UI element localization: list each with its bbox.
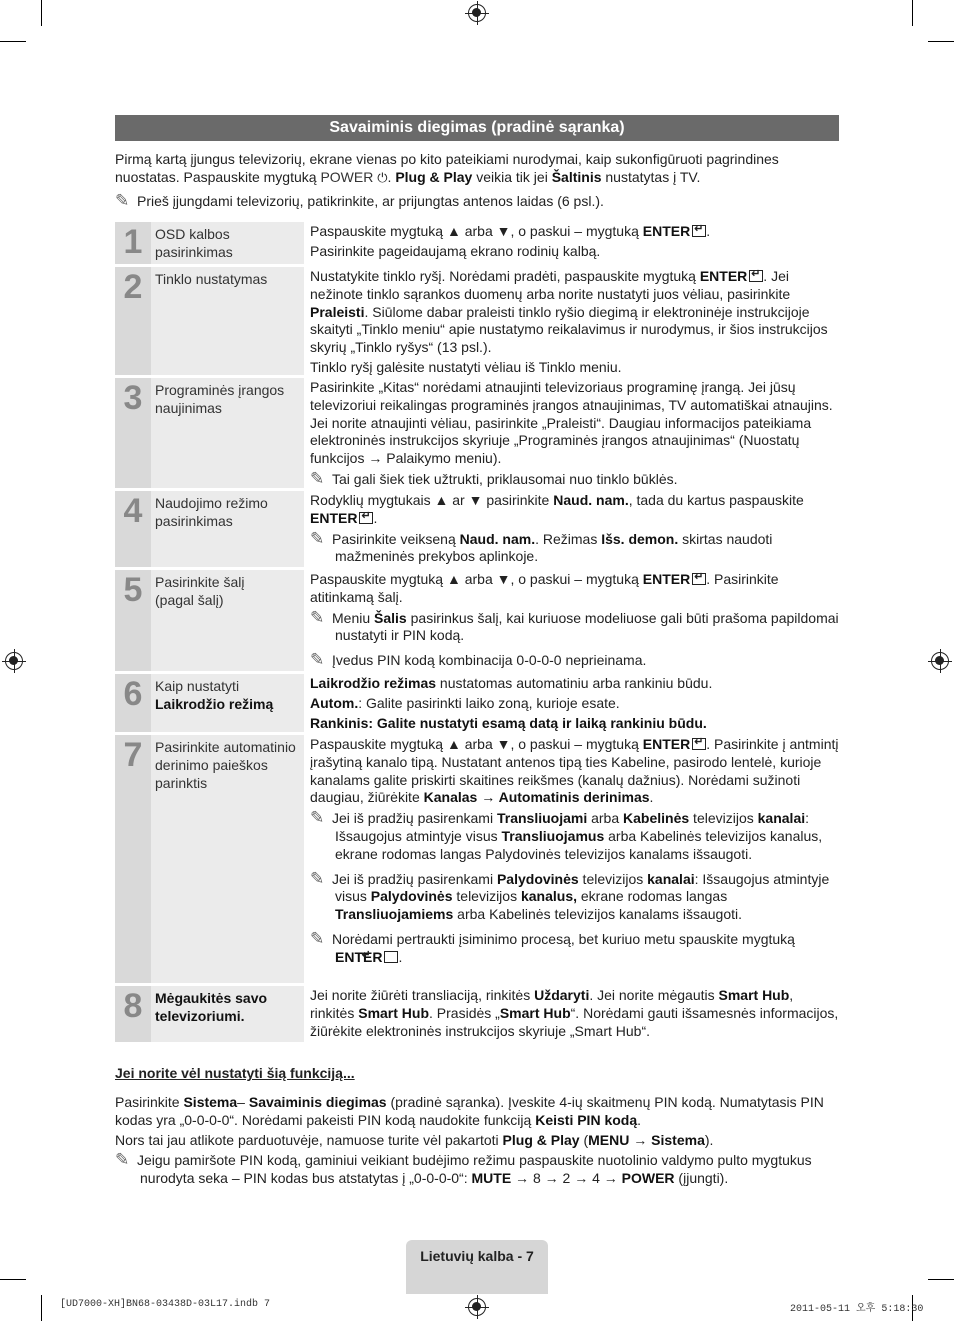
step-label: OSD kalbos pasirinkimas bbox=[151, 222, 304, 264]
section-title: Savaiminis diegimas (pradinė sąranka) bbox=[115, 115, 839, 141]
note: ✎ Norėdami pertraukti įsiminimo procesą, bet kuriuo metu spauskite mygtuką ENTER↵ . bbox=[310, 930, 839, 967]
enter-icon bbox=[749, 270, 763, 282]
enter-icon bbox=[692, 225, 706, 237]
note-pencil-icon: ✎ bbox=[310, 528, 325, 548]
reset-paragraph: Pasirinkite Sistema– Savaiminis diegimas (pradinė sąranka). Įveskite 4-ių skaitmenų PIN kodą. Numatytasis PIN kodas yra „0-0-0-0“. Norėdami pakeisti PIN kodą naudokite funkciją Keisti PIN kodą. bbox=[115, 1094, 824, 1128]
note: ✎ Meniu Šalis pasirinkus šalį, kai kuriuose modeliuose gali būti prašoma papildomai nustatyti ir PIN kodą. bbox=[310, 607, 839, 644]
page-number: Lietuvių kalba - 7 bbox=[406, 1240, 548, 1294]
intro bbox=[115, 150, 839, 210]
crop-mark bbox=[928, 41, 954, 42]
crop-mark bbox=[0, 1279, 26, 1280]
note-pencil-icon: ✎ bbox=[310, 607, 325, 627]
crop-mark bbox=[0, 41, 26, 42]
crop-mark bbox=[928, 1279, 954, 1280]
step-number: 2 bbox=[115, 267, 151, 375]
note-pencil-icon: ✎ bbox=[310, 928, 325, 948]
step-row bbox=[115, 674, 839, 732]
note: ✎ Jei iš pradžių pasirenkami Palydovinės televizijos kanalai: Išsaugojus atmintyje visus Palydovinės televizijos kanalus, ekrane rodomas langas Transliuojamiems arba Kabelinės televizijos kanalams išsaugoti. bbox=[310, 868, 830, 923]
step-description: Pasirinkite „Kitas“ norėdami atnaujinti televizoriaus programinę įrangą. Jei jūsų televizoriui reikalingas programinės įrangos atnaujinimas, TV automatiškai atnaujins. Jei norite atnaujinti vėliau, pasirinkite „Praleisti“. Daugiau informacijos pateikiama elektroninės instrukcijos skyriuje „Programinės įrangos atnaujinimas“ (Nuostatų funkcijos → Palaikymo meniu). ✎ Tai gali šiek tiek užtrukti, priklausomai nuo tinklo būklės. bbox=[310, 378, 839, 488]
note-pencil-icon: ✎ bbox=[310, 650, 325, 670]
step-label: Pasirinkite automatinio derinimo paieškos parinktis bbox=[151, 735, 304, 983]
step-number: 7 bbox=[115, 735, 151, 983]
crop-mark bbox=[41, 1295, 42, 1321]
note: ✎ Tai gali šiek tiek užtrukti, priklausomai nuo tinklo būklės. bbox=[310, 468, 678, 488]
enter-icon bbox=[692, 573, 706, 585]
enter-icon bbox=[384, 951, 398, 963]
registration-mark-icon bbox=[468, 1298, 486, 1316]
note: ✎ Įvedus PIN kodą kombinacija 0-0-0-0 neprieinama. bbox=[310, 650, 647, 670]
step-label: Pasirinkite šalį (pagal šalį) bbox=[151, 570, 304, 671]
footer-file-info: [UD7000-XH]BN68-03438D-03L17.indb 7 bbox=[60, 1299, 271, 1310]
step-row bbox=[115, 491, 839, 567]
note: ✎ Jei iš pradžių pasirenkami Transliuojami arba Kabelinės televizijos kanalai: Išsaugojus atmintyje visus Transliuojamus arba Kabelinės televizijos kanalus, ekrane rodomas langas Palydovinės televizijos kanalams išsaugoti. bbox=[310, 808, 823, 862]
step-row bbox=[115, 267, 839, 375]
step-label: Tinklo nustatymas bbox=[151, 267, 304, 375]
note: ✎ Pasirinkite veikseną Naud. nam.. Režimas Išs. demon. skirtas naudoti mažmeninės prekybos aplinkoje. bbox=[310, 528, 773, 565]
registration-mark-icon bbox=[5, 652, 23, 670]
registration-mark-icon bbox=[931, 652, 949, 670]
steps-table bbox=[115, 222, 839, 1045]
reset-paragraph: Nors tai jau atlikote parduotuvėje, namuose turite vėl pakartoti Plug & Play (MENU → Sistema). bbox=[115, 1132, 714, 1148]
step-number: 1 bbox=[115, 222, 151, 264]
enter-icon bbox=[359, 512, 373, 524]
step-label: Naudojimo režimo pasirinkimas bbox=[151, 491, 304, 567]
reset-section bbox=[115, 1064, 839, 1189]
step-description: Paspauskite mygtuką ▲ arba ▼, o paskui – mygtuką ENTER↵ . Pasirinkite į antmintį įrašytiną kanalo tipą. Nustatant antenos tipą ties Kabeline, pasirodo lentelė, kurioje kanalams galite priskirti skaitines reikšmes (kanalų dažnius). Norėdami sužinoti daugiau, žiūrėkite Kanalas → Automatinis derinimas. ✎ Jei iš pradžių pasirenkami Transliuojami arba Kabelinės televizijos kanalai: Išsaugojus atmintyje visus Transliuojamus arba Kabelinės televizijos kanalus, ekrane rodomas langas Palydovinės televizijos kanalams išsaugoti. ✎ Jei iš pradžių pasirenkami Palydovinės televizijos kanalai: Išsaugojus atmintyje visus Palydovinės televizijos kanalus, ekrane rodomas langas Transliuojamiems arba Kabelinės televizijos kanalams išsaugoti. ✎ Norėdami pertraukti įsiminimo procesą, bet kuriuo metu spauskite mygtuką ENTER↵ . bbox=[310, 735, 839, 983]
step-number: 4 bbox=[115, 491, 151, 567]
registration-mark-icon bbox=[468, 4, 486, 22]
crop-mark bbox=[912, 0, 913, 26]
step-number: 3 bbox=[115, 378, 151, 488]
note-pencil-icon: ✎ bbox=[115, 1150, 130, 1169]
enter-icon bbox=[692, 738, 706, 750]
step-label: Kaip nustatyti Laikrodžio režimą bbox=[151, 674, 304, 732]
step-label: Mėgaukitės savo televizoriumi. bbox=[151, 986, 304, 1042]
note: ✎ Prieš įjungdami televizorių, patikrinkite, ar prijungtas antenos laidas (6 psl.). bbox=[115, 191, 604, 210]
crop-mark bbox=[41, 0, 42, 26]
note-pencil-icon: ✎ bbox=[310, 868, 325, 888]
step-description: Jei norite žiūrėti transliaciją, rinkitės Uždaryti. Jei norite mėgautis Smart Hub, rinkitės Smart Hub. Prasidės „Smart Hub“. Norėdami gauti išsamesnės informacijos, žiūrėkite elektroninės instrukcijos skyriuje „Smart Hub“. bbox=[310, 987, 839, 1039]
step-number: 8 bbox=[115, 986, 151, 1042]
step-description: Paspauskite mygtuką ▲ arba ▼, o paskui – mygtuką ENTER↵ . Pasirinkite atitinkamą šalį. ✎ Meniu Šalis pasirinkus šalį, kai kuriuose modeliuose gali būti prašoma papildomai nustatyti ir PIN kodą. ✎ Įvedus PIN kodą kombinacija 0-0-0-0 neprieinama. bbox=[310, 570, 839, 671]
step-number: 5 bbox=[115, 570, 151, 671]
reset-heading: Jei norite vėl nustatyti šią funkciją... bbox=[115, 1065, 355, 1081]
step-description: Paspauskite mygtuką ▲ arba ▼, o paskui – mygtuką ENTER↵ . Pasirinkite pageidaujamą ekrano rodinių kalbą. bbox=[310, 222, 839, 264]
note-pencil-icon: ✎ bbox=[115, 191, 130, 210]
step-label: Programinės įrangos naujinimas bbox=[151, 378, 304, 488]
step-row bbox=[115, 378, 839, 488]
intro-paragraph: Pirmą kartą įjungus televizorių, ekrane vienas po kito pateikiami nurodymai, kaip sukonfigūruoti pagrindines nuostatas. Paspauskite mygtuką POWER ⏻. Plug & Play veikia tik jei Šaltinis nustatytas į TV. bbox=[115, 151, 779, 185]
note-pencil-icon: ✎ bbox=[310, 468, 325, 488]
step-row bbox=[115, 570, 839, 671]
step-row bbox=[115, 222, 839, 264]
footer-timestamp: 2011-05-11 오후 5:18:30 bbox=[790, 1304, 924, 1315]
step-description: Laikrodžio režimas nustatomas automatiniu arba rankiniu būdu. Autom.: Galite pasirinkti laiko zoną, kurioje esate. Rankinis: Galite nustatyti esamą datą ir laiką rankiniu būdu. bbox=[310, 675, 713, 731]
power-icon: ⏻ bbox=[377, 170, 388, 185]
step-row bbox=[115, 735, 839, 983]
step-number: 6 bbox=[115, 674, 151, 732]
note: ✎ Jeigu pamiršote PIN kodą, gaminiui veikiant budėjimo režimu paspauskite nuotolinio valdymo pulto mygtukus nurodyta seka – PIN kodas bus atstatytas į „0-0-0-0“: MUTE → 8 → 2 → 4 → POWER (įjungti). bbox=[115, 1150, 812, 1186]
note-pencil-icon: ✎ bbox=[310, 808, 325, 828]
step-description: Nustatykite tinklo ryšį. Norėdami pradėti, paspauskite mygtuką ENTER↵ . Jei nežinote tinklo sąrankos duomenų arba norite nustatyti juos vėliau, pasirinkite Praleisti. Siūlome dabar praleisti tinklo ryšio diegimą ir elektroninėje instrukcijoje skaityti „Tinklo meniu“ apie nustatymo reikalavimus ir nurodymus, ir šios instrukcijos skyrių „Tinklo ryšys“ (13 psl.). Tinklo ryšį galėsite nustatyti vėliau iš Tinklo meniu. bbox=[310, 267, 839, 375]
step-description: Rodyklių mygtukais ▲ ar ▼ pasirinkite Naud. nam., tada du kartus paspauskite ENTER↵ . ✎ Pasirinkite veikseną Naud. nam.. Režimas Išs. demon. skirtas naudoti mažmeninės prekybos aplinkoje. bbox=[310, 491, 839, 567]
step-row bbox=[115, 986, 839, 1042]
